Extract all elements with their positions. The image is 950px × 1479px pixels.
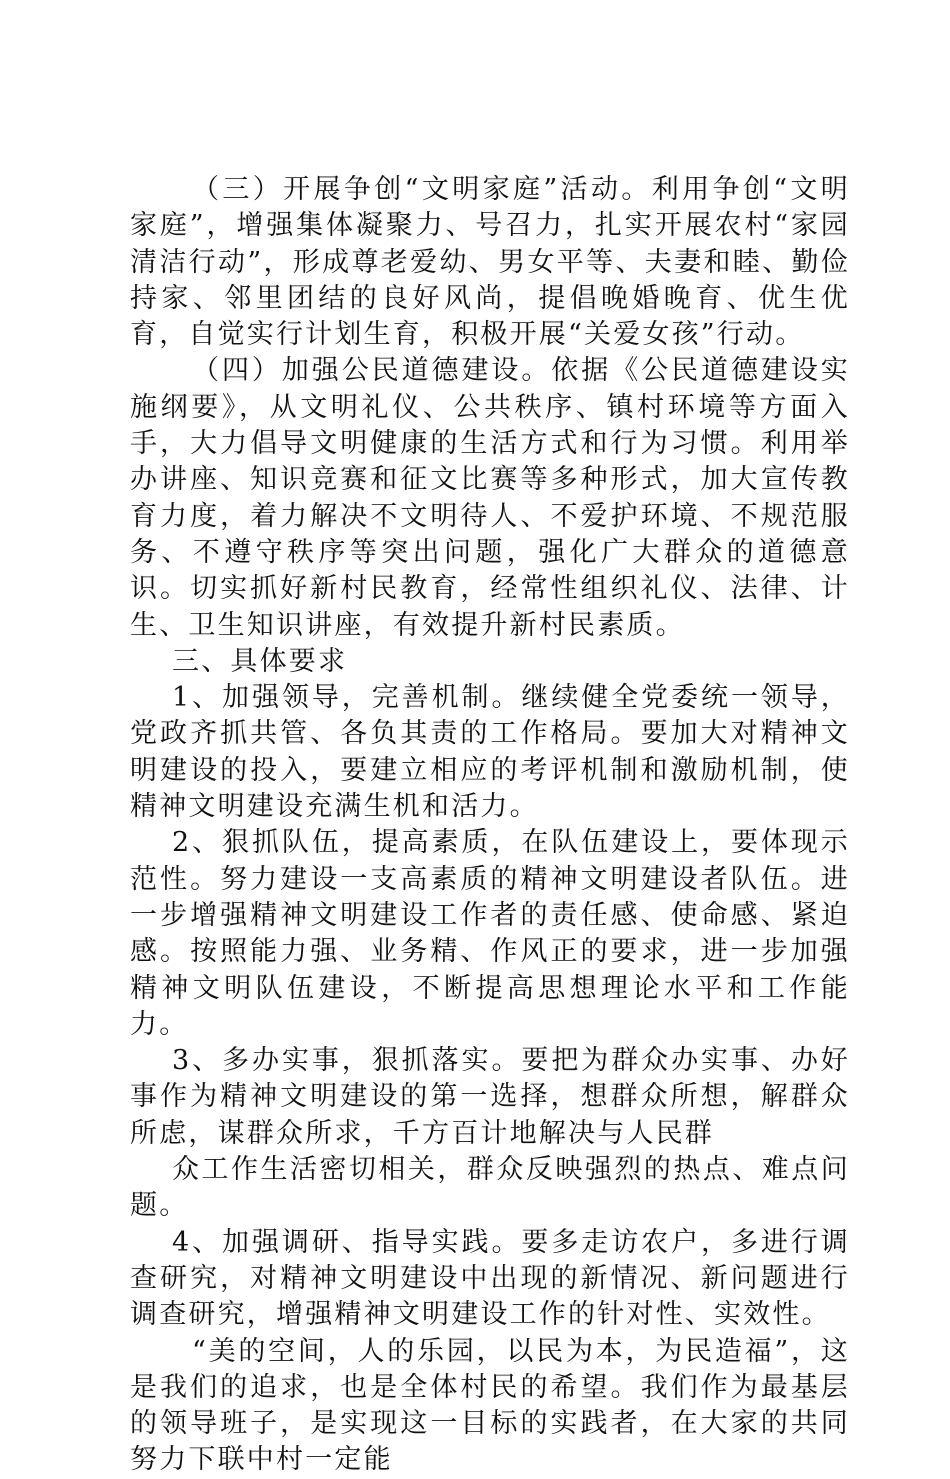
- section-heading-requirements: 三、具体要求: [172, 645, 348, 677]
- paragraph-closing: “美的空间，人的乐园，以民为本，为民造福”，这是我们的追求，也是全体村民的希望。我们作为最基层的领导班子，是实现这一目标的实践者，在大家的共同努力下联中村一定能: [130, 1335, 850, 1476]
- paragraph-requirement-3-continued: 众工作生活密切相关，群众反映强烈的热点、难点问题。: [130, 1154, 850, 1222]
- paragraph-requirement-3: 3、多办实事，狠抓落实。要把为群众办实事、办好事作为精神文明建设的第一选择，想群众所想，解群众所虑，谋群众所求，千方百计地解决与人民群: [130, 1045, 850, 1149]
- paragraph-requirement-2: 2、狠抓队伍，提高素质，在队伍建设上，要体现示范性。努力建设一支高素质的精神文明建设者队伍。进一步增强精神文明建设工作者的责任感、使命感、紧迫感。按照能力强、业务精、作风正的要求，进一步加强精神文明队伍建设，不断提高思想理论水平和工作能力。: [130, 827, 850, 1040]
- document-body: [130, 172, 850, 1479]
- paragraph-civilized-family: （三）开展争创“文明家庭”活动。利用争创“文明家庭”，增强集体凝聚力、号召力，扎实开展农村“家园清洁行动”，形成尊老爱幼、男女平等、夫妻和睦、勤俭持家、邻里团结的良好风尚，提倡晚婚晚育、优生优育，自觉实行计划生育，积极开展“关爱女孩”行动。: [130, 174, 850, 351]
- paragraph-civic-morality: （四）加强公民道德建设。依据《公民道德建设实施纲要》，从文明礼仪、公共秩序、镇村环境等方面入手，大力倡导文明健康的生活方式和行为习惯。利用举办讲座、知识竞赛和征文比赛等多种形式，加大宣传教育力度，着力解决不文明待人、不爱护环境、不规范服务、不遵守秩序等突出问题，强化广大群众的道德意识。切实抓好新村民教育，经常性组织礼仪、法律、计生、卫生知识讲座，有效提升新村民素质。: [130, 355, 850, 641]
- paragraph-requirement-4: 4、加强调研、指导实践。要多走访农户，多进行调查研究，对精神文明建设中出现的新情况、新问题进行调查研究，增强精神文明建设工作的针对性、实效性。: [130, 1226, 850, 1331]
- paragraph-requirement-1: 1、加强领导，完善机制。继续健全党委统一领导，党政齐抓共管、各负其责的工作格局。要加大对精神文明建设的投入，要建立相应的考评机制和激励机制，使精神文明建设充满生机和活力。: [130, 682, 850, 823]
